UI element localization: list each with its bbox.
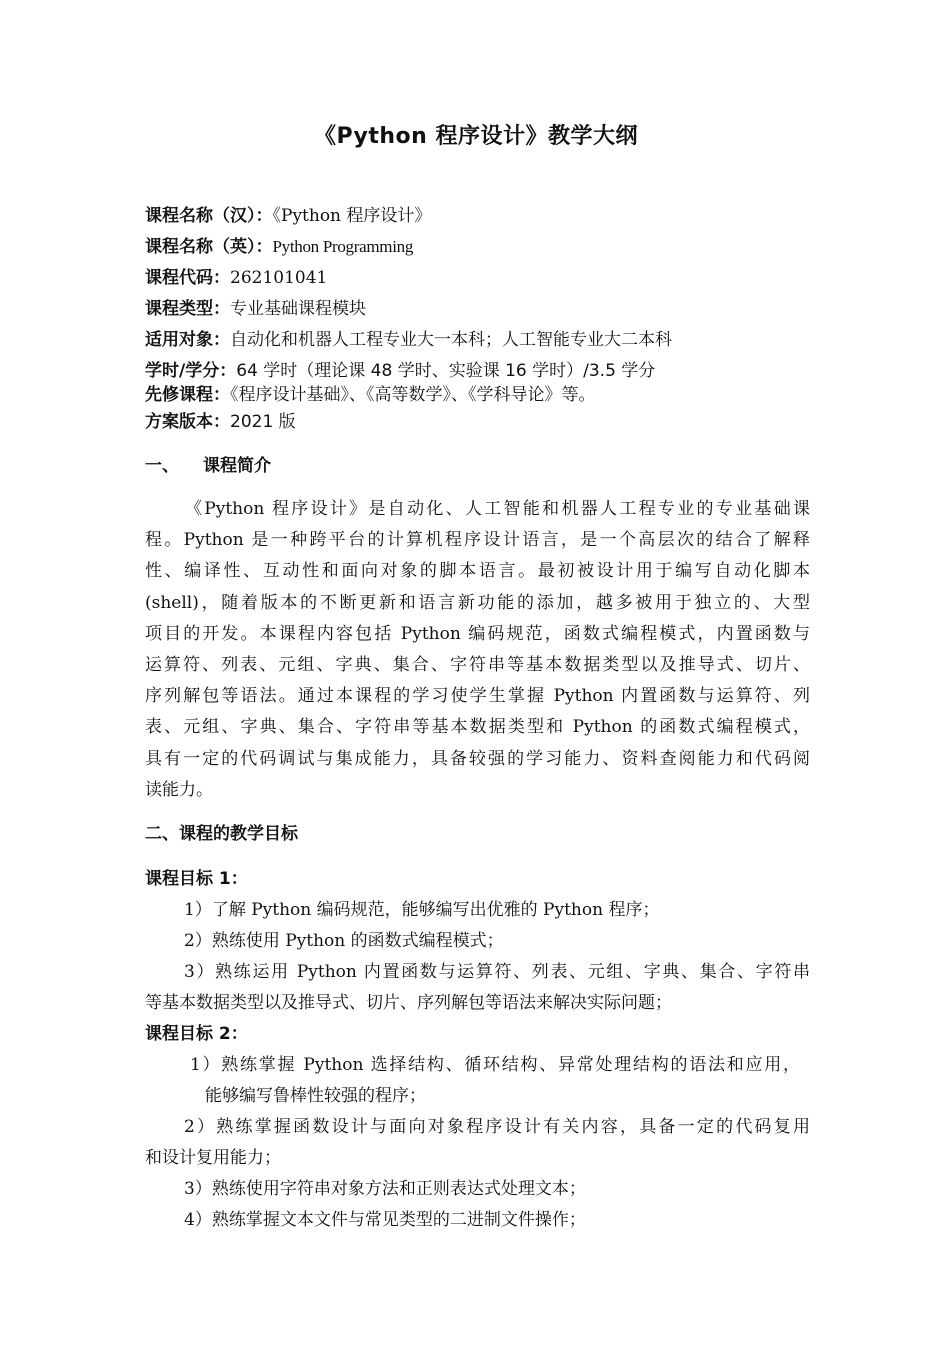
meta-code-value: 262101041 [230,268,328,288]
section1-number: 一、 [145,456,179,476]
document-title: 《Python 程序设计》教学大纲 [314,124,638,149]
meta-code [145,265,327,291]
section1-title: 课程简介 [203,456,271,476]
meta-type-value: 专业基础课程模块 [230,299,366,319]
goal1-item-1: 1）了解 Python 编码规范，能够编写出优雅的 Python 程序； [184,900,660,920]
goal1-item-3-line2: 等基本数据类型以及推导式、切片、序列解包等语法来解决实际问题； [145,993,672,1013]
meta-version-value: 2021 版 [230,412,296,432]
paragraph-line: 性、编译性、互动性和面向对象的脚本语言。最初被设计用于编写自动化脚本 [145,561,810,582]
meta-version [145,409,296,435]
meta-prereq-value: 《程序设计基础》、《高等数学》、《学科导论》等。 [230,385,596,405]
goal2-item-1-line1: 1）熟练掌握 Python 选择结构、循环结构、异常处理结构的语法和应用， [190,1055,800,1075]
paragraph-line: 具有一定的代码调试与集成能力，具备较强的学习能力、资料查阅能力和代码阅 [145,748,810,769]
meta-name-cn [145,203,431,229]
meta-code-label: 课程代码： [145,268,230,288]
goal2-item-1-line2: 能够编写鲁棒性较强的程序； [205,1086,426,1106]
paragraph-line: 序列解包等语法。通过本课程的学习使学生掌握 Python 内置函数与运算符、列 [145,686,810,707]
paragraph-line: 运算符、列表、元组、字典、集合、字符串等基本数据类型以及推导式、切片、 [145,655,810,676]
paragraph-line: 程。Python 是一种跨平台的计算机程序设计语言，是一个高层次的结合了解释 [145,530,810,551]
section1-paragraph [145,494,810,806]
goal1-item-2: 2）熟练使用 Python 的函数式编程模式； [184,931,504,951]
goal2-label: 课程目标 2： [145,1024,248,1044]
goal2-item-2-line2: 和设计复用能力； [145,1148,281,1168]
meta-name-en-value: Python Programming [272,237,414,256]
meta-prereq-label: 先修课程： [145,385,230,405]
paragraph-line: 读能力。 [145,779,213,800]
meta-hours-label: 学时/学分： [145,361,237,381]
paragraph-line: 《Python 程序设计》是自动化、人工智能和机器人工程专业的专业基础课 [185,499,810,519]
meta-name-cn-label: 课程名称（汉）： [145,206,273,226]
paragraph-line: 项目的开发。本课程内容包括 Python 编码规范，函数式编程模式，内置函数与 [145,623,810,644]
section2-heading: 二、课程的教学目标 [145,824,298,844]
meta-audience [145,327,672,353]
meta-prereq [145,382,596,408]
meta-audience-value: 自动化和机器人工程专业大一本科；人工智能专业大二本科 [230,330,672,350]
goal2-item-3: 3）熟练使用字符串对象方法和正则表达式处理文本； [184,1179,586,1199]
section1-heading [145,453,271,479]
goal1-item-3-line1: 3）熟练运用 Python 内置函数与运算符、列表、元组、字典、集合、字符串 [184,962,810,982]
goal2-item-2-line1: 2）熟练掌握函数设计与面向对象程序设计有关内容，具备一定的代码复用 [184,1117,810,1137]
meta-name-en-label: 课程名称（英）： [145,237,273,257]
meta-type-label: 课程类型： [145,299,230,319]
meta-name-en [145,234,413,260]
paragraph-line: 表、元组、字典、集合、字符串等基本数据类型和 Python 的函数式编程模式， [145,717,810,738]
paragraph-line: (shell)，随着版本的不断更新和语言新功能的添加，越多被用于独立的、大型 [145,592,810,613]
meta-type [145,296,366,322]
meta-audience-label: 适用对象： [145,330,230,350]
meta-version-label: 方案版本： [145,412,230,432]
goal1-label: 课程目标 1： [145,869,248,889]
meta-name-cn-value: 《Python 程序设计》 [272,206,432,226]
meta-hours [145,358,655,384]
goal2-item-4: 4）熟练掌握文本文件与常见类型的二进制文件操作； [184,1210,586,1230]
meta-hours-value: 64 学时（理论课 48 学时、实验课 16 学时）/3.5 学分 [236,361,656,381]
